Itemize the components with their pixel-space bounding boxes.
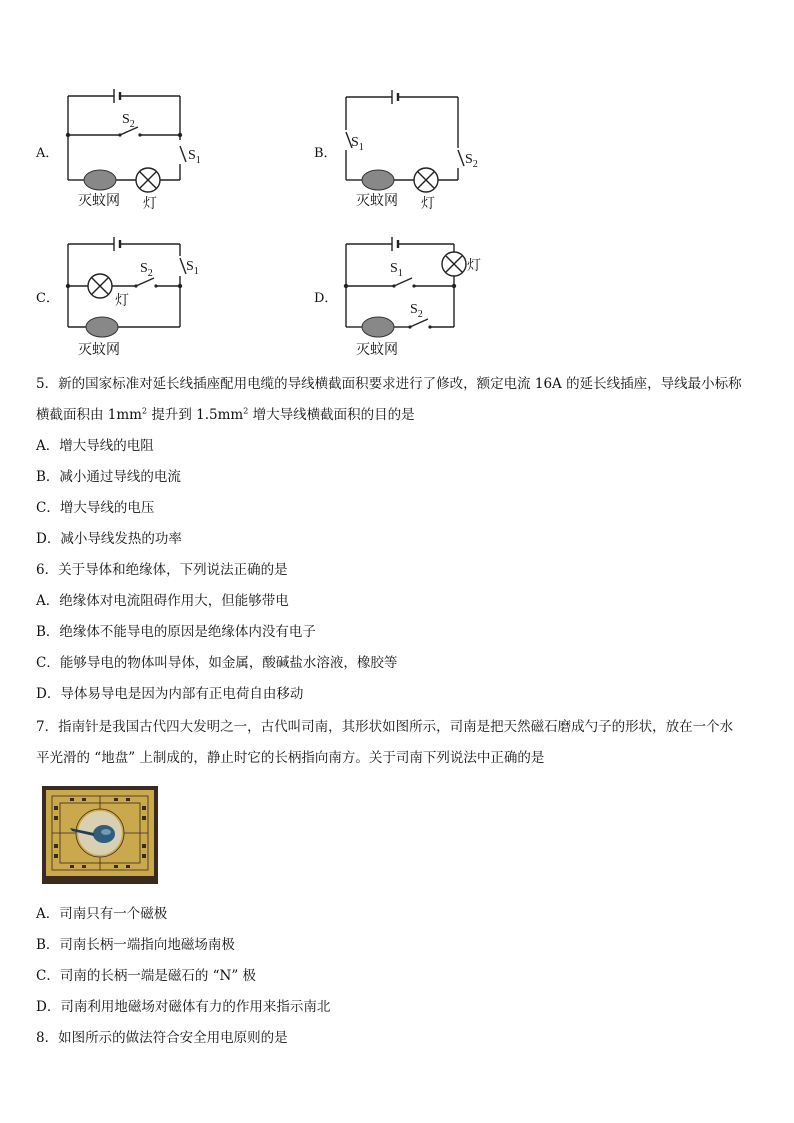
net-label: 灭蚊网 <box>78 342 120 358</box>
option-letter: C． <box>36 291 59 306</box>
option-a[interactable]: A．绝缘体对电流阻碍作用大，但能够带电 <box>36 593 289 609</box>
option-d[interactable]: D．司南利用地磁场对磁体有力的作用来指示南北 <box>36 999 331 1015</box>
option-c[interactable]: C．司南的长柄一端是磁石的 “N” 极 <box>36 968 257 984</box>
option-letter: B． <box>314 146 337 161</box>
question-stem: 6．关于导体和绝缘体，下列说法正确的是 <box>36 562 288 578</box>
question-stem: 7．指南针是我国古代四大发明之一，古代叫司南，其形状如图所示，司南是把天然磁石磨成勺子的形状，放在一个水 <box>36 719 734 735</box>
circuit-diagram-c <box>60 232 200 342</box>
lamp-label: 灯 <box>467 258 481 274</box>
option-b[interactable]: B．减小通过导线的电流 <box>36 469 181 485</box>
option-a[interactable]: A．司南只有一个磁极 <box>36 906 168 922</box>
option-a[interactable]: A．增大导线的电阻 <box>36 438 154 454</box>
question-stem: 5．新的国家标准对延长线插座配用电缆的导线横截面积要求进行了修改，额定电流 16A 的延长线插座，导线最小标称 <box>36 376 742 392</box>
option-letter: A． <box>36 146 59 161</box>
question-stem: 8．如图所示的做法符合安全用电原则的是 <box>36 1030 288 1046</box>
question-stem-cont: 横截面积由 $1mm^2$ 提升到 $1.5mm^2$ 增大导线横截面积的目的是 <box>36 406 415 423</box>
circuit-diagram-d <box>338 232 478 342</box>
net-label: 灭蚊网 <box>356 193 398 209</box>
lamp-label: 灯 <box>115 293 129 309</box>
option-c[interactable]: C．增大导线的电压 <box>36 500 155 516</box>
net-label: 灭蚊网 <box>356 342 398 358</box>
option-b[interactable]: B．司南长柄一端指向地磁场南极 <box>36 937 235 953</box>
net-label: 灭蚊网 <box>78 193 120 209</box>
option-c[interactable]: C．能够导电的物体叫导体，如金属，酸碱盐水溶液，橡胶等 <box>36 655 398 671</box>
sinan-compass-image <box>42 786 158 884</box>
option-d[interactable]: D．减小导线发热的功率 <box>36 531 182 547</box>
mosquito-net-ellipse <box>84 170 116 190</box>
lamp-label: 灯 <box>421 196 435 212</box>
option-b[interactable]: B．绝缘体不能导电的原因是绝缘体内没有电子 <box>36 624 316 640</box>
option-d[interactable]: D．导体易导电是因为内部有正电荷自由移动 <box>36 686 304 702</box>
option-letter: D． <box>314 291 338 306</box>
lamp-label: 灯 <box>143 196 157 212</box>
question-stem-cont: 平光滑的 “地盘” 上制成的，静止时它的长柄指向南方。关于司南下列说法中正确的是 <box>36 750 545 766</box>
